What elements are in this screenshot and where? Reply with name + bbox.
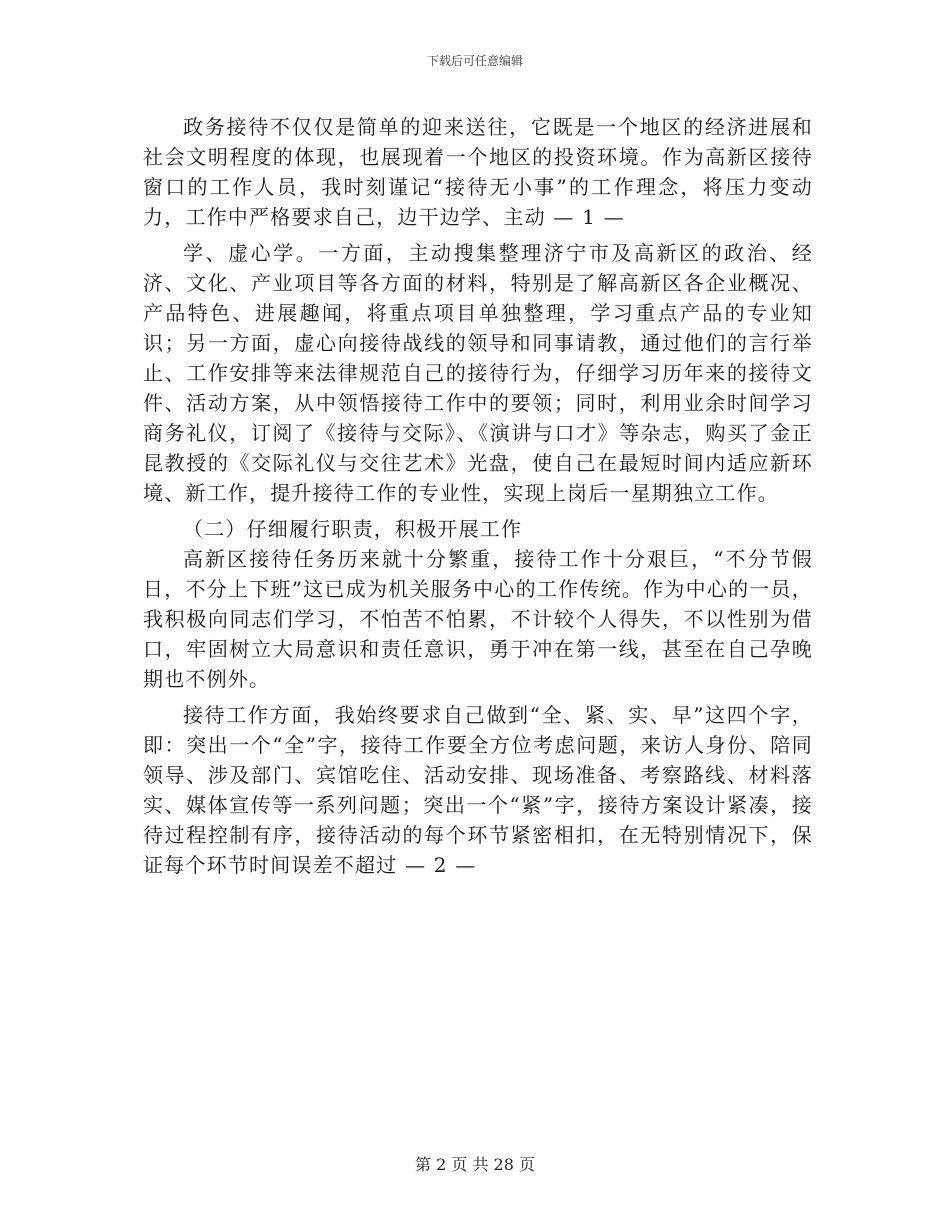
paragraph-reception-intro: 政务接待不仅仅是简单的迎来送往，它既是一个地区的经济进展和社会文明程度的体现，也展现着一个地区的投资环境。作为高新区接待窗口的工作人员，我时刻谨记“接待无小事”的工作理念，将压力变动力，工作中严格要求自己，边干边学、主动 — 1 — [143,115,813,229]
document-body [143,112,813,880]
page-header: 下载后可任意编辑 [426,54,523,68]
paragraph-work-principles: 接待工作方面，我始终要求自己做到“全、紧、实、早”这四个字，即：突出一个“全”字，接待工作要全方位考虑问题，来访人身份、陪同领导、涉及部门、宾馆吃住、活动安排、现场准备、考察路线、材料落实、媒体宣传等一系列问题；突出一个“紧”字，接待方案设计紧凑，接待过程控制有序，接待活动的每个环节紧密相扣，在无特别情况下，保证每个环节时间误差不超过 — 2 — [143,703,813,877]
paragraph-workload: 高新区接待任务历来就十分繁重，接待工作十分艰巨，“不分节假日，不分上下班”这已成为机关服务中心的工作传统。作为中心的一员，我积极向同志们学习，不怕苦不怕累，不计较个人得失，不以性别为借口，牢固树立大局意识和责任意识，勇于冲在第一线，甚至在自己孕晚期也不例外。 [143,547,813,691]
section-heading-duties: （二）仔细履行职责，积极开展工作 [183,517,523,541]
page-number-footer: 第 2 页 共 28 页 [415,1155,535,1174]
paragraph-learning: 学、虚心学。一方面，主动搜集整理济宁市及高新区的政治、经济、文化、产业项目等各方面的材料，特别是了解高新区各企业概况、产品特色、进展趣闻，将重点项目单独整理，学习重点产品的专业知识；另一方面，虚心向接待战线的领导和同事请教，通过他们的言行举止、工作安排等来法律规范自己的接待行为，仔细学习历年来的接待文件、活动方案，从中领悟接待工作中的要领；同时，利用业余时间学习商务礼仪，订阅了《接待与交际》、《演讲与口才》等杂志，购买了金正昆教授的《交际礼仪与交往艺术》光盘，使自己在最短时间内适应新环境、新工作，提升接待工作的专业性，实现上岗后一星期独立工作。 [143,241,813,505]
